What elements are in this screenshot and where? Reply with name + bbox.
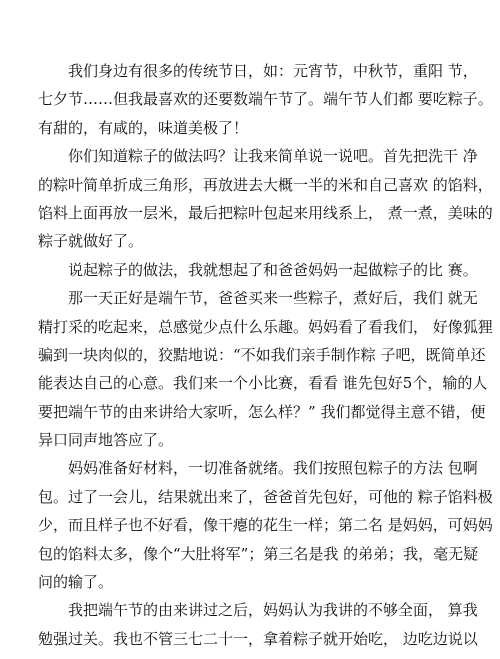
essay-body (38, 57, 493, 653)
text-line: 七夕节……但我最喜欢的还要数端午节了。端午节人们都 要吃粽子。 (38, 90, 493, 109)
text-line: 馅料上面再放一层米，最后把粽叶包起来用线系上， 煮一煮，美味的 (38, 203, 493, 222)
text-line: 我们身边有很多的传统节日，如：元宵节，中秋节，重阳 节， (68, 62, 478, 80)
text-line: 勉强过关。我也不管三七二十一，拿着粽子就开始吃， 边吃边说以 (38, 629, 478, 648)
text-line: 问的输了。 (38, 573, 114, 592)
text-line: 精打采的吃起来，总感觉少点什么乐趣。妈妈看了看我们， 好像狐狸 (38, 317, 493, 336)
text-line: 要把端午节的由来讲给大家听，怎么样？” 我们都觉得主意不错，便 (38, 402, 486, 421)
text-line: 的粽叶简单折成三角形，再放进去大概一半的米和自己喜欢 的馅料， (38, 175, 493, 194)
text-line: 异口同声地答应了。 (38, 431, 174, 450)
text-line: 那一天正好是端午节，爸爸买来一些粽子，煮好后，我们 就无 (68, 289, 478, 308)
text-line: 我把端午节的由来讲过之后，妈妈认为我讲的不够全面， 算我 (68, 601, 478, 620)
text-line: 你们知道粽子的做法吗？让我来简单说一说吧。首先把洗干 净 (68, 147, 478, 166)
text-line: 粽子就做好了。 (38, 232, 144, 251)
text-line: 能表达自己的心意。我们来一个小比赛，看看 谁先包好5个，输的人 (38, 374, 488, 393)
text-line: 骗到一块肉似的，狡黠地说：“不如我们亲手制作粽 子吧，既简单还 (38, 345, 486, 364)
text-line: 说起粽子的做法，我就想起了和爸爸妈妈一起做粽子的比 赛。 (68, 260, 478, 279)
text-line: 妈妈准备好材料，一切准备就绪。我们按照包粽子的方法 包啊 (68, 459, 478, 478)
text-line: 包的馅料太多，像个“大肚将军”；第三名是我 的弟弟；我，毫无疑 (38, 544, 479, 563)
text-line: 包。过了一会儿，结果就出来了，爸爸首先包好，可他的 粽子馅料极 (38, 487, 493, 506)
text-line: 少，而且样子也不好看，像干瘪的花生一样；第二名 是妈妈，可妈妈 (38, 516, 493, 535)
text-line: 有甜的，有咸的，味道美极了！ (38, 118, 249, 137)
